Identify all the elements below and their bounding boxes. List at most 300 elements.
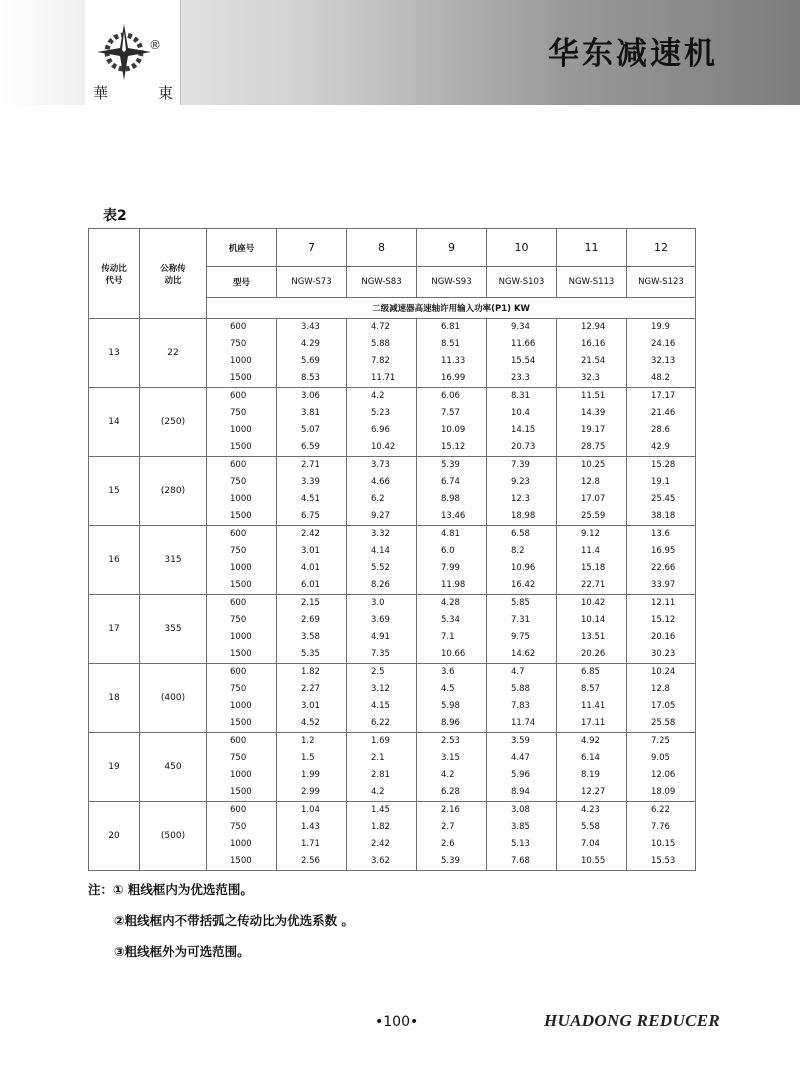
power-table: [88, 228, 696, 871]
power-value-cell: [277, 802, 347, 871]
power-value-cell: [347, 457, 417, 526]
power-value-cell: [487, 733, 557, 802]
input-speed: 600: [230, 322, 247, 332]
header-nominal-ratio: 公称传 动比: [140, 229, 207, 319]
power-value: 4.23: [581, 805, 600, 815]
power-value: 10.25: [581, 460, 606, 470]
power-value: 7.83: [511, 701, 530, 711]
power-value-cell: [417, 388, 487, 457]
power-value-cell: [627, 595, 696, 664]
power-value: 6.22: [651, 805, 670, 815]
brand-title-en: HUADONG REDUCER: [544, 1011, 720, 1030]
header-frame-12: 12: [627, 229, 696, 267]
header-model-6: NGW-S123: [627, 267, 696, 298]
input-speed: 1500: [230, 787, 252, 797]
power-value: 5.98: [441, 701, 460, 711]
header-model-2: NGW-S83: [347, 267, 417, 298]
power-value-cell: [627, 664, 696, 733]
power-value-cell: [487, 526, 557, 595]
power-value: 4.29: [301, 339, 320, 349]
nominal-ratio-cell: (250): [140, 388, 207, 457]
power-value: 4.51: [301, 494, 320, 504]
power-value: 28.6: [651, 425, 670, 435]
power-value: 4.5: [441, 684, 455, 694]
power-value-cell: [277, 526, 347, 595]
power-value: 4.2: [441, 770, 455, 780]
power-value: 7.76: [651, 822, 670, 832]
power-value: 48.2: [651, 373, 670, 383]
power-value: 42.9: [651, 442, 670, 452]
power-value: 6.85: [581, 667, 600, 677]
power-value-cell: [417, 733, 487, 802]
power-value: 25.59: [581, 511, 606, 521]
power-value: 15.54: [511, 356, 536, 366]
power-value: 14.39: [581, 408, 606, 418]
power-value: 4.47: [511, 753, 530, 763]
power-value: 5.39: [441, 460, 460, 470]
power-value-cell: [627, 802, 696, 871]
input-speed: 750: [230, 822, 247, 832]
power-value: 3.59: [511, 736, 530, 746]
power-value: 14.62: [511, 649, 536, 659]
power-value-cell: [347, 664, 417, 733]
power-value: 11.33: [441, 356, 466, 366]
power-value: 9.23: [511, 477, 530, 487]
ratio-code-cell: 13: [89, 319, 140, 388]
power-value: 4.2: [371, 391, 385, 401]
power-value: 2.7: [441, 822, 455, 832]
input-speed: 600: [230, 736, 247, 746]
power-value: 5.35: [301, 649, 320, 659]
power-value: 6.96: [371, 425, 390, 435]
power-value: 5.88: [511, 684, 530, 694]
power-value: 11.71: [371, 373, 396, 383]
power-value: 2.16: [441, 805, 460, 815]
power-value: 7.68: [511, 856, 530, 866]
power-value: 10.09: [441, 425, 466, 435]
power-value: 33.97: [651, 580, 676, 590]
power-value-cell: [557, 526, 627, 595]
power-value: 5.58: [581, 822, 600, 832]
ratio-group-row: [89, 319, 696, 388]
power-value: 8.51: [441, 339, 460, 349]
power-value: 30.23: [651, 649, 676, 659]
power-value-cell: [557, 664, 627, 733]
power-value: 18.09: [651, 787, 676, 797]
power-value: 16.99: [441, 373, 466, 383]
power-value: 10.14: [581, 615, 606, 625]
power-value: 1.69: [371, 736, 390, 746]
power-value: 10.4: [511, 408, 530, 418]
power-value: 3.69: [371, 615, 390, 625]
power-value: 3.58: [301, 632, 320, 642]
input-speed: 1500: [230, 442, 252, 452]
power-value: 4.2: [371, 787, 385, 797]
power-value: 3.0: [371, 598, 385, 608]
power-value: 9.05: [651, 753, 670, 763]
power-value-cell: [347, 319, 417, 388]
power-value-cell: [277, 595, 347, 664]
power-value: 3.01: [301, 701, 320, 711]
power-value: 9.27: [371, 511, 390, 521]
power-value: 4.92: [581, 736, 600, 746]
power-value: 17.07: [581, 494, 606, 504]
power-value: 3.6: [441, 667, 455, 677]
power-value: 32.13: [651, 356, 676, 366]
power-value: 2.42: [301, 529, 320, 539]
speed-cell: [207, 388, 277, 457]
power-value: 19.17: [581, 425, 606, 435]
nominal-ratio-cell: (500): [140, 802, 207, 871]
power-value: 6.75: [301, 511, 320, 521]
power-value: 2.15: [301, 598, 320, 608]
power-value-cell: [627, 526, 696, 595]
input-speed: 750: [230, 477, 247, 487]
power-value: 4.72: [371, 322, 390, 332]
input-speed: 750: [230, 546, 247, 556]
power-value: 12.94: [581, 322, 606, 332]
power-value: 1.82: [301, 667, 320, 677]
power-value: 3.32: [371, 529, 390, 539]
power-value: 1.04: [301, 805, 320, 815]
power-value: 3.39: [301, 477, 320, 487]
power-value: 10.42: [581, 598, 606, 608]
input-speed: 600: [230, 667, 247, 677]
power-value: 4.81: [441, 529, 460, 539]
power-value-cell: [557, 595, 627, 664]
power-value: 4.28: [441, 598, 460, 608]
power-value: 21.54: [581, 356, 606, 366]
power-value: 12.11: [651, 598, 676, 608]
power-value-cell: [277, 319, 347, 388]
power-value: 8.26: [371, 580, 390, 590]
input-speed: 600: [230, 805, 247, 815]
power-value: 12.3: [511, 494, 530, 504]
input-speed: 750: [230, 339, 247, 349]
power-value-cell: [417, 664, 487, 733]
power-value: 4.14: [371, 546, 390, 556]
power-value-cell: [627, 457, 696, 526]
power-value: 2.69: [301, 615, 320, 625]
power-value: 20.16: [651, 632, 676, 642]
power-value-cell: [347, 595, 417, 664]
ratio-group-row: [89, 802, 696, 871]
power-value-cell: [627, 319, 696, 388]
power-value: 12.8: [651, 684, 670, 694]
header-frame-label: 机座号: [207, 229, 277, 267]
input-speed: 1500: [230, 718, 252, 728]
power-value: 2.42: [371, 839, 390, 849]
input-speed: 1500: [230, 511, 252, 521]
input-speed: 1000: [230, 701, 252, 711]
power-value: 3.08: [511, 805, 530, 815]
header-frame-11: 11: [557, 229, 627, 267]
input-speed: 1000: [230, 494, 252, 504]
power-value: 1.45: [371, 805, 390, 815]
ratio-group-row: [89, 595, 696, 664]
power-value: 11.98: [441, 580, 466, 590]
brand-title-cn: 华东减速机: [548, 36, 718, 72]
power-value: 8.57: [581, 684, 600, 694]
input-speed: 600: [230, 460, 247, 470]
power-value: 6.28: [441, 787, 460, 797]
power-value-cell: [487, 388, 557, 457]
power-value: 12.8: [581, 477, 600, 487]
power-value: 4.01: [301, 563, 320, 573]
speed-cell: [207, 526, 277, 595]
power-value: 25.58: [651, 718, 676, 728]
ratio-code-cell: 20: [89, 802, 140, 871]
header-frame-10: 10: [487, 229, 557, 267]
ratio-group-row: [89, 526, 696, 595]
power-value-cell: [627, 733, 696, 802]
table-subtitle: 二级减速器高速轴许用输入功率(P1) KW: [207, 298, 696, 319]
power-value: 7.25: [651, 736, 670, 746]
power-value: 15.12: [441, 442, 466, 452]
power-value: 3.85: [511, 822, 530, 832]
power-value-cell: [557, 457, 627, 526]
power-value: 11.51: [581, 391, 606, 401]
ratio-group-row: [89, 388, 696, 457]
power-value: 2.6: [441, 839, 455, 849]
power-value-cell: [487, 595, 557, 664]
power-value: 4.7: [511, 667, 525, 677]
input-speed: 1500: [230, 580, 252, 590]
power-value: 7.82: [371, 356, 390, 366]
power-value: 21.46: [651, 408, 676, 418]
power-value: 1.99: [301, 770, 320, 780]
power-value: 16.42: [511, 580, 536, 590]
ratio-code-cell: 18: [89, 664, 140, 733]
power-value: 13.46: [441, 511, 466, 521]
power-value: 5.96: [511, 770, 530, 780]
power-value-cell: [487, 802, 557, 871]
ratio-code-cell: 14: [89, 388, 140, 457]
power-value: 2.56: [301, 856, 320, 866]
power-value: 7.99: [441, 563, 460, 573]
power-value: 2.71: [301, 460, 320, 470]
power-value: 6.2: [371, 494, 385, 504]
power-value: 28.75: [581, 442, 606, 452]
nominal-ratio-cell: (280): [140, 457, 207, 526]
power-value: 11.41: [581, 701, 606, 711]
ratio-code-cell: 15: [89, 457, 140, 526]
power-value: 15.28: [651, 460, 676, 470]
power-value-cell: [417, 526, 487, 595]
power-value: 1.82: [371, 822, 390, 832]
power-value: 9.75: [511, 632, 530, 642]
power-value: 3.81: [301, 408, 320, 418]
logo-char-1: 華: [93, 84, 109, 102]
power-value: 7.04: [581, 839, 600, 849]
power-value-cell: [417, 802, 487, 871]
power-value: 15.12: [651, 615, 676, 625]
power-value: 25.45: [651, 494, 676, 504]
input-speed: 750: [230, 684, 247, 694]
power-value-cell: [277, 388, 347, 457]
header-frame-7: 7: [277, 229, 347, 267]
speed-cell: [207, 664, 277, 733]
power-value: 7.1: [441, 632, 455, 642]
input-speed: 1000: [230, 632, 252, 642]
input-speed: 1500: [230, 649, 252, 659]
note-2: ②粗线框内不带括弧之传动比为优选系数 。: [114, 913, 354, 928]
power-value: 7.57: [441, 408, 460, 418]
power-value: 8.31: [511, 391, 530, 401]
power-value: 11.66: [511, 339, 536, 349]
power-value: 8.98: [441, 494, 460, 504]
power-value: 8.96: [441, 718, 460, 728]
power-value: 3.43: [301, 322, 320, 332]
power-value: 5.85: [511, 598, 530, 608]
input-speed: 1500: [230, 856, 252, 866]
header-frame-8: 8: [347, 229, 417, 267]
power-value: 8.2: [511, 546, 525, 556]
power-value: 7.31: [511, 615, 530, 625]
power-value: 13.6: [651, 529, 670, 539]
power-value: 5.88: [371, 339, 390, 349]
header-model-label: 型号: [207, 267, 277, 298]
power-value: 9.34: [511, 322, 530, 332]
power-value: 2.81: [371, 770, 390, 780]
power-value-cell: [627, 388, 696, 457]
power-value: 18.98: [511, 511, 536, 521]
logo-text: [93, 82, 173, 103]
power-value: 3.62: [371, 856, 390, 866]
power-value: 3.73: [371, 460, 390, 470]
power-value: 6.59: [301, 442, 320, 452]
power-value: 10.96: [511, 563, 536, 573]
power-value: 1.2: [301, 736, 315, 746]
power-value: 38.18: [651, 511, 676, 521]
power-value: 3.15: [441, 753, 460, 763]
power-value: 6.06: [441, 391, 460, 401]
power-value: 16.95: [651, 546, 676, 556]
gear-star-logo-icon: [93, 22, 155, 80]
ratio-code-cell: 17: [89, 595, 140, 664]
power-value: 6.0: [441, 546, 455, 556]
power-value: 3.01: [301, 546, 320, 556]
power-value: 2.99: [301, 787, 320, 797]
power-value-cell: [347, 526, 417, 595]
power-value: 2.53: [441, 736, 460, 746]
input-speed: 600: [230, 598, 247, 608]
power-value: 22.71: [581, 580, 606, 590]
ratio-group-row: [89, 457, 696, 526]
input-speed: 1000: [230, 770, 252, 780]
power-value-cell: [557, 319, 627, 388]
power-value-cell: [347, 802, 417, 871]
speed-cell: [207, 457, 277, 526]
power-value-cell: [557, 802, 627, 871]
power-value: 17.17: [651, 391, 676, 401]
power-value: 1.5: [301, 753, 315, 763]
input-speed: 750: [230, 408, 247, 418]
power-value: 6.81: [441, 322, 460, 332]
power-value: 6.01: [301, 580, 320, 590]
input-speed: 1000: [230, 425, 252, 435]
input-speed: 600: [230, 529, 247, 539]
power-value: 6.58: [511, 529, 530, 539]
power-value-cell: [417, 319, 487, 388]
note-3: ③粗线框外为可选范围。: [114, 944, 250, 959]
table-title: 表2: [103, 208, 127, 224]
power-value: 3.12: [371, 684, 390, 694]
power-value-cell: [417, 457, 487, 526]
power-value: 24.16: [651, 339, 676, 349]
input-speed: 1500: [230, 373, 252, 383]
power-value: 15.53: [651, 856, 676, 866]
power-value: 6.74: [441, 477, 460, 487]
input-speed: 1000: [230, 356, 252, 366]
power-value: 5.07: [301, 425, 320, 435]
input-speed: 750: [230, 753, 247, 763]
logo-char-2: 東: [157, 84, 173, 102]
power-value: 5.52: [371, 563, 390, 573]
speed-cell: [207, 319, 277, 388]
power-value: 10.66: [441, 649, 466, 659]
power-value-cell: [277, 733, 347, 802]
power-value: 8.19: [581, 770, 600, 780]
header-model-3: NGW-S93: [417, 267, 487, 298]
speed-cell: [207, 802, 277, 871]
power-value: 5.69: [301, 356, 320, 366]
power-value: 5.13: [511, 839, 530, 849]
power-value: 10.55: [581, 856, 606, 866]
power-value: 7.39: [511, 460, 530, 470]
power-value-cell: [487, 457, 557, 526]
power-value: 17.11: [581, 718, 606, 728]
input-speed: 1000: [230, 839, 252, 849]
nominal-ratio-cell: 315: [140, 526, 207, 595]
power-value-cell: [557, 733, 627, 802]
power-value: 14.15: [511, 425, 536, 435]
power-value-cell: [347, 388, 417, 457]
logo: [85, 0, 181, 105]
nominal-ratio-cell: (400): [140, 664, 207, 733]
ratio-group-row: [89, 664, 696, 733]
power-value: 6.22: [371, 718, 390, 728]
ratio-group-row: [89, 733, 696, 802]
registered-mark: ®: [149, 38, 161, 52]
power-value: 8.53: [301, 373, 320, 383]
power-value: 11.4: [581, 546, 600, 556]
power-value: 5.23: [371, 408, 390, 418]
speed-cell: [207, 733, 277, 802]
power-value: 5.39: [441, 856, 460, 866]
power-value-cell: [277, 457, 347, 526]
power-value: 16.16: [581, 339, 606, 349]
header-frame-9: 9: [417, 229, 487, 267]
nominal-ratio-cell: 22: [140, 319, 207, 388]
power-value: 4.91: [371, 632, 390, 642]
power-value: 7.35: [371, 649, 390, 659]
power-value: 20.73: [511, 442, 536, 452]
power-value: 2.27: [301, 684, 320, 694]
power-value: 2.1: [371, 753, 385, 763]
nominal-ratio-cell: 355: [140, 595, 207, 664]
ratio-code-cell: 19: [89, 733, 140, 802]
power-value-cell: [277, 664, 347, 733]
power-value: 4.15: [371, 701, 390, 711]
power-value: 3.06: [301, 391, 320, 401]
power-value: 17.05: [651, 701, 676, 711]
power-value: 10.15: [651, 839, 676, 849]
power-value-cell: [347, 733, 417, 802]
power-value: 8.94: [511, 787, 530, 797]
power-value: 1.43: [301, 822, 320, 832]
power-value: 2.5: [371, 667, 385, 677]
